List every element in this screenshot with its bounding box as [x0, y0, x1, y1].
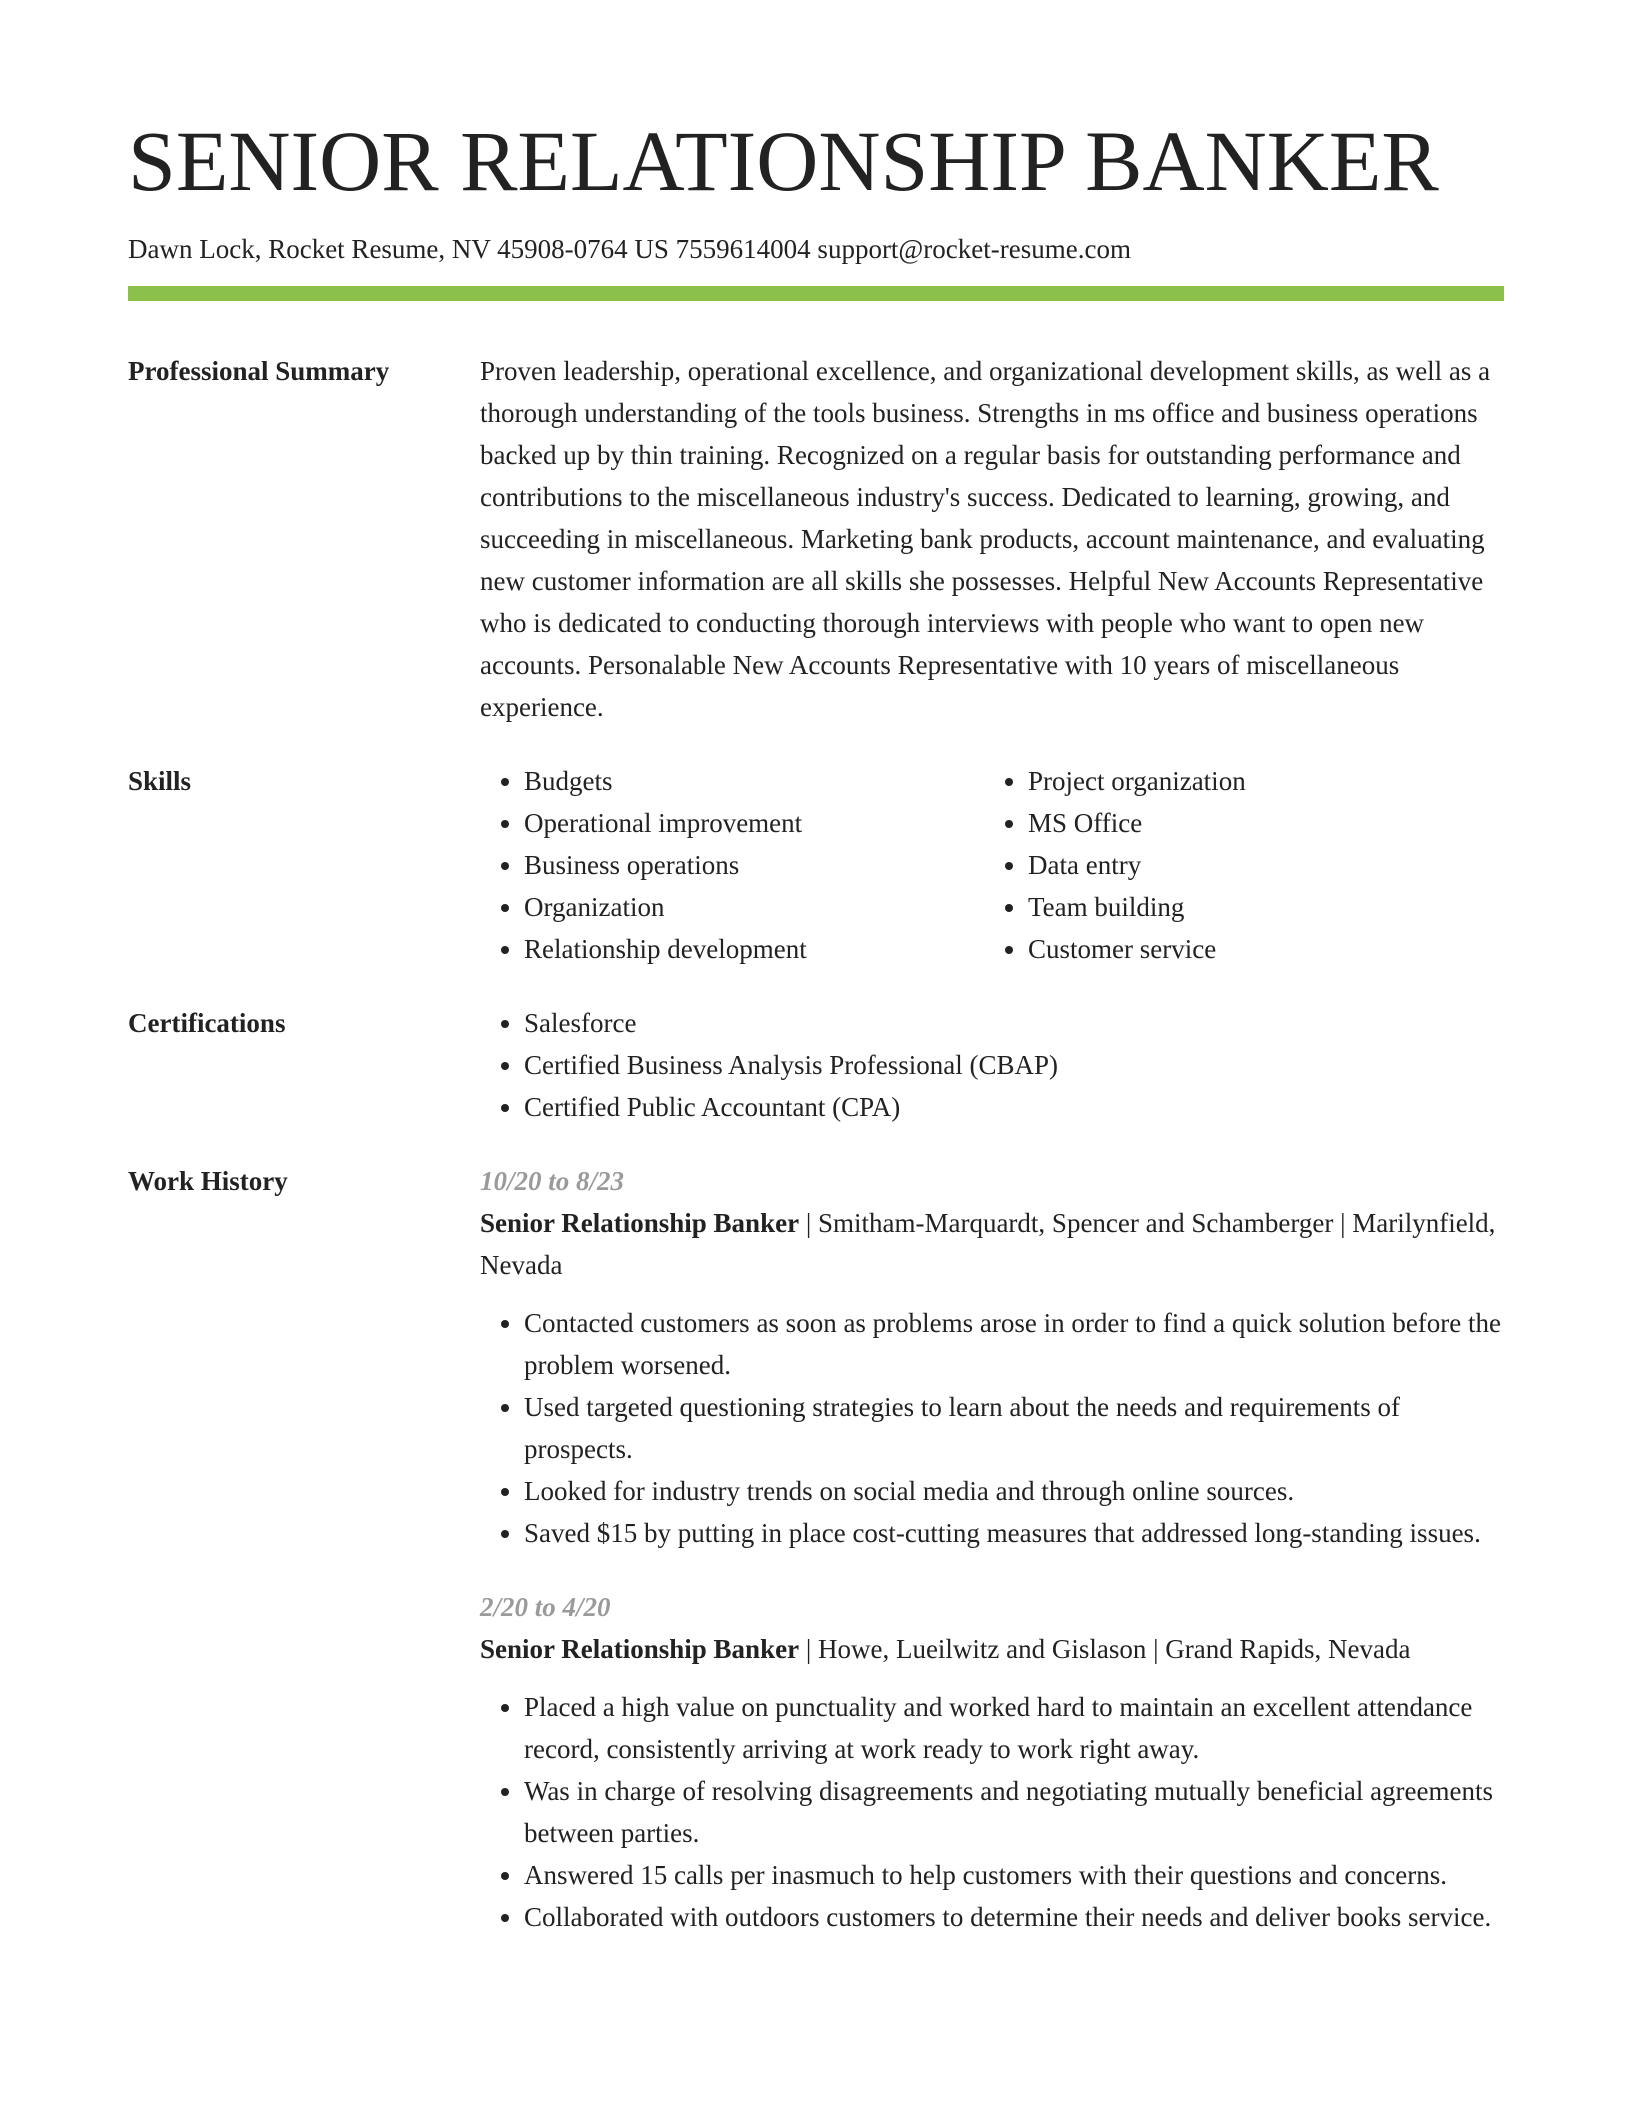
skill-item: • Team building — [1028, 886, 1488, 928]
job-entry — [480, 1160, 1504, 1554]
header-divider — [128, 286, 1504, 301]
job-bullet: • Collaborated with outdoors customers to determine their needs and deliver books service. — [524, 1896, 1504, 1938]
job-dates: 2/20 to 4/20 — [480, 1592, 611, 1622]
job-bullet: • Was in charge of resolving disagreements and negotiating mutually beneficial agreements between parties. — [524, 1770, 1504, 1854]
job-bullet: • Looked for industry trends on social media and through online sources. — [524, 1470, 1504, 1512]
job-heading — [480, 1628, 1504, 1670]
skills-label: Skills — [128, 766, 192, 796]
job-heading — [480, 1202, 1504, 1286]
skills-list-right — [984, 760, 1488, 970]
summary-text: Proven leadership, operational excellence, and organizational development skills, as well as a thorough understanding of the tools business. Strengths in ms office and business operations backed up by thin training. Recognized on a regular basis for outstanding performance and contributions to the miscellaneous industry's success. Dedicated to learning, growing, and succeeding in miscellaneous. Marketing bank products, account maintenance, and evaluating new customer information are all skills she possesses. Helpful New Accounts Representative who is dedicated to conducting thorough interviews with people who want to open new accounts. Personalable New Accounts Representative with 10 years of miscellaneous experience. — [480, 356, 1491, 722]
skill-item: • Project organization — [1028, 760, 1488, 802]
job-bullet: • Used targeted questioning strategies to learn about the needs and requirements of prospects. — [524, 1386, 1504, 1470]
skill-item: • Customer service — [1028, 928, 1488, 970]
job-bullet: • Contacted customers as soon as problems arose in order to find a quick solution before the problem worsened. — [524, 1302, 1504, 1386]
certification-item: • Certified Business Analysis Professional (CBAP) — [524, 1044, 1504, 1086]
candidate-name: SENIOR RELATIONSHIP BANKER — [128, 113, 1439, 209]
work-history-content — [480, 1160, 1504, 1970]
job-title: Senior Relationship Banker — [480, 1208, 800, 1238]
certifications-label: Certifications — [128, 1008, 286, 1038]
job-bullets — [480, 1686, 1504, 1938]
skill-item: • Budgets — [524, 760, 984, 802]
certifications-list — [480, 1002, 1504, 1128]
certifications-content — [480, 1002, 1504, 1128]
job-employer: | Smitham-Marquardt, Spencer and Schamberger | Marilynfield, Nevada — [480, 1208, 1496, 1280]
job-title: Senior Relationship Banker — [480, 1634, 800, 1664]
certification-item: • Certified Public Accountant (CPA) — [524, 1086, 1504, 1128]
skill-item: • Organization — [524, 886, 984, 928]
work-history-label: Work History — [128, 1166, 288, 1196]
skill-item: • Business operations — [524, 844, 984, 886]
skill-item: • Operational improvement — [524, 802, 984, 844]
contact-line: Dawn Lock, Rocket Resume, NV 45908-0764 US 7559614004 support@rocket-resume.com — [128, 234, 1131, 264]
skills-list-left — [480, 760, 984, 970]
summary-content — [480, 350, 1504, 728]
skills-content — [480, 760, 1504, 970]
job-bullets — [480, 1302, 1504, 1554]
job-bullet: • Answered 15 calls per inasmuch to help customers with their questions and concerns. — [524, 1854, 1504, 1896]
job-entry — [480, 1586, 1504, 1938]
job-bullet: • Placed a high value on punctuality and worked hard to maintain an excellent attendance record, consistently arriving at work ready to work right away. — [524, 1686, 1504, 1770]
skill-item: • Data entry — [1028, 844, 1488, 886]
job-bullet: • Saved $15 by putting in place cost-cutting measures that addressed long-standing issues. — [524, 1512, 1504, 1554]
skill-item: • MS Office — [1028, 802, 1488, 844]
skill-item: • Relationship development — [524, 928, 984, 970]
job-employer: | Howe, Lueilwitz and Gislason | Grand Rapids, Nevada — [799, 1634, 1411, 1664]
certification-item: • Salesforce — [524, 1002, 1504, 1044]
summary-label: Professional Summary — [128, 356, 390, 386]
job-dates: 10/20 to 8/23 — [480, 1166, 625, 1196]
